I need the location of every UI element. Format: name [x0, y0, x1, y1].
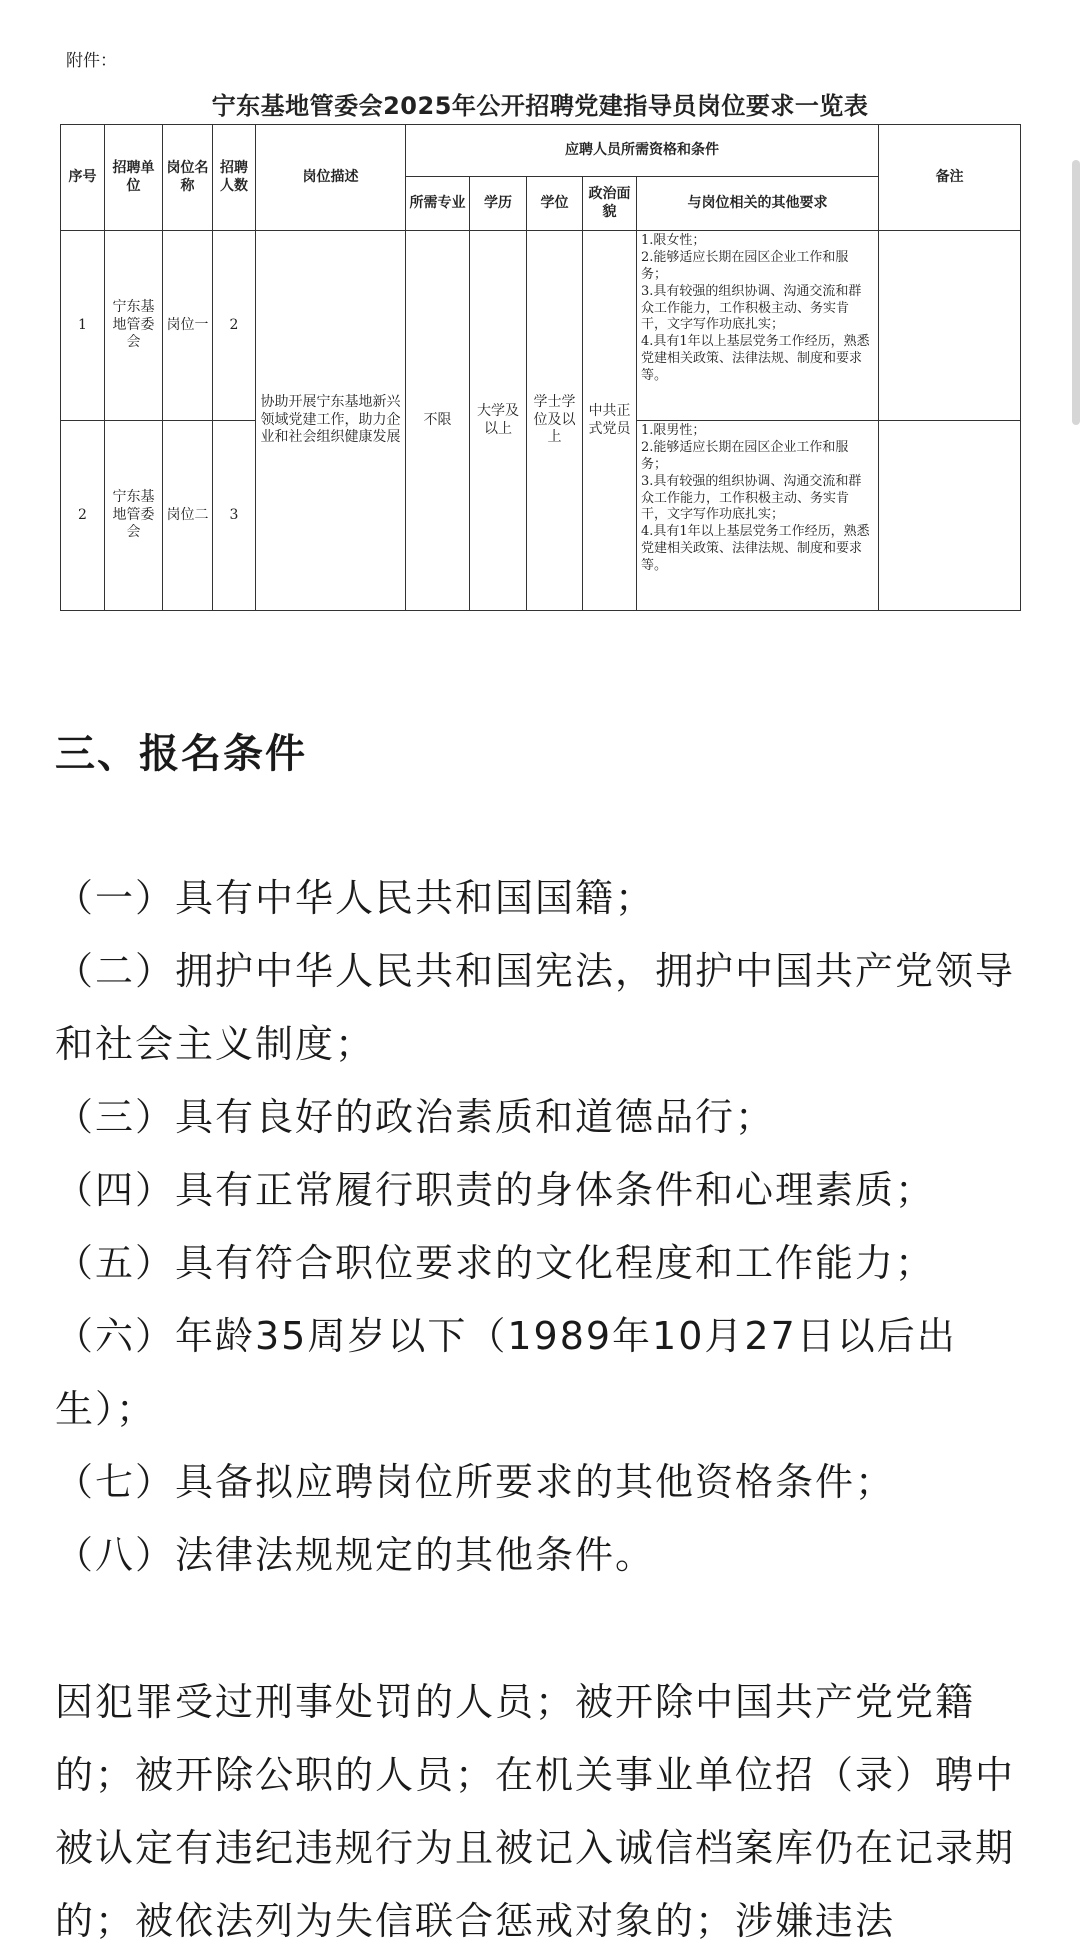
- requirement-line: 4.具有1年以上基层党务工作经历，熟悉党建相关政策、法律法规、制度和要求等。: [641, 334, 870, 384]
- header-index: 序号: [61, 125, 105, 231]
- condition-item: （六）年龄35周岁以下（1989年10月27日以后出生）；: [55, 1314, 957, 1431]
- requirement-line: 2.能够适应长期在园区企业工作和服务；: [641, 439, 849, 472]
- shared-major: 不限: [406, 231, 470, 611]
- header-other: 与岗位相关的其他要求: [637, 177, 879, 231]
- shared-degree: 学士学位及以上: [527, 231, 583, 611]
- exclusion-text: 因犯罪受过刑事处罚的人员；被开除中国共产党党籍的；被开除公职的人员；在机关事业单位招（录）聘中被认定有违纪违规行为且被记入诚信档案库仍在记录期的；被依法列为失信联合惩戒对象的；涉嫌违法: [55, 1680, 1016, 1943]
- row-count: 2: [213, 231, 256, 421]
- row-position: 岗位二: [163, 421, 213, 611]
- header-count: 招聘人数: [213, 125, 256, 231]
- condition-item: （三）具有良好的政治素质和道德品行；: [55, 1095, 776, 1139]
- condition-item: （四）具有正常履行职责的身体条件和心理素质；: [55, 1168, 936, 1212]
- shared-description: 协助开展宁东基地新兴领域党建工作，助力企业和社会组织健康发展: [256, 231, 406, 611]
- header-description: 岗位描述: [256, 125, 406, 231]
- header-remark: 备注: [879, 125, 1021, 231]
- row-unit: 宁东基地管委会: [105, 231, 163, 421]
- row-remark: [879, 231, 1021, 421]
- shared-education: 大学及以上: [470, 231, 527, 611]
- attachment-table-image: [0, 0, 1080, 640]
- requirement-line: 3.具有较强的组织协调、沟通交流和群众工作能力，工作积极主动、务实肯干，文字写作功底扎实；: [641, 283, 862, 333]
- scrollbar-thumb[interactable]: [1072, 160, 1080, 425]
- requirement-line: 1.限男性；: [641, 423, 706, 438]
- table-row: [61, 231, 1021, 421]
- document-title: 宁东基地管委会2025年公开招聘党建指导员岗位要求一览表: [211, 92, 869, 120]
- row-count: 3: [213, 421, 256, 611]
- header-unit: 招聘单位: [105, 125, 163, 231]
- row-index: 1: [61, 231, 105, 421]
- requirement-line: 3.具有较强的组织协调、沟通交流和群众工作能力，工作积极主动、务实肯干，文字写作功底扎实；: [641, 473, 862, 523]
- header-political: 政治面貌: [583, 177, 637, 231]
- row-unit: 宁东基地管委会: [105, 421, 163, 611]
- row-index: 2: [61, 421, 105, 611]
- condition-item: （二）拥护中华人民共和国宪法，拥护中国共产党领导和社会主义制度；: [55, 949, 1016, 1066]
- requirement-line: 1.限女性；: [641, 233, 706, 248]
- section-heading: 三、报名条件: [55, 731, 307, 777]
- row-position: 岗位一: [163, 231, 213, 421]
- requirement-line: 4.具有1年以上基层党务工作经历，熟悉党建相关政策、法律法规、制度和要求等。: [641, 524, 870, 574]
- header-major: 所需专业: [406, 177, 470, 231]
- condition-item: （七）具备拟应聘岗位所要求的其他资格条件；: [55, 1460, 896, 1504]
- condition-item: （八）法律法规规定的其他条件。: [55, 1533, 656, 1577]
- condition-item: （一）具有中华人民共和国国籍；: [55, 876, 656, 920]
- conditions-list: [55, 862, 1030, 1592]
- header-degree: 学位: [527, 177, 583, 231]
- condition-item: （五）具有符合职位要求的文化程度和工作能力；: [55, 1241, 936, 1285]
- row-other-requirements: [637, 231, 879, 421]
- row-remark: [879, 421, 1021, 611]
- row-other-requirements: [637, 421, 879, 611]
- header-position: 岗位名称: [163, 125, 213, 231]
- shared-political: 中共正式党员: [583, 231, 637, 611]
- exclusion-paragraph: [55, 1666, 1030, 1958]
- header-qualifications: 应聘人员所需资格和条件: [406, 125, 879, 177]
- requirement-line: 2.能够适应长期在园区企业工作和服务；: [641, 249, 849, 282]
- header-education: 学历: [470, 177, 527, 231]
- requirements-table: [60, 124, 1021, 611]
- attachment-label: 附件：: [66, 51, 117, 71]
